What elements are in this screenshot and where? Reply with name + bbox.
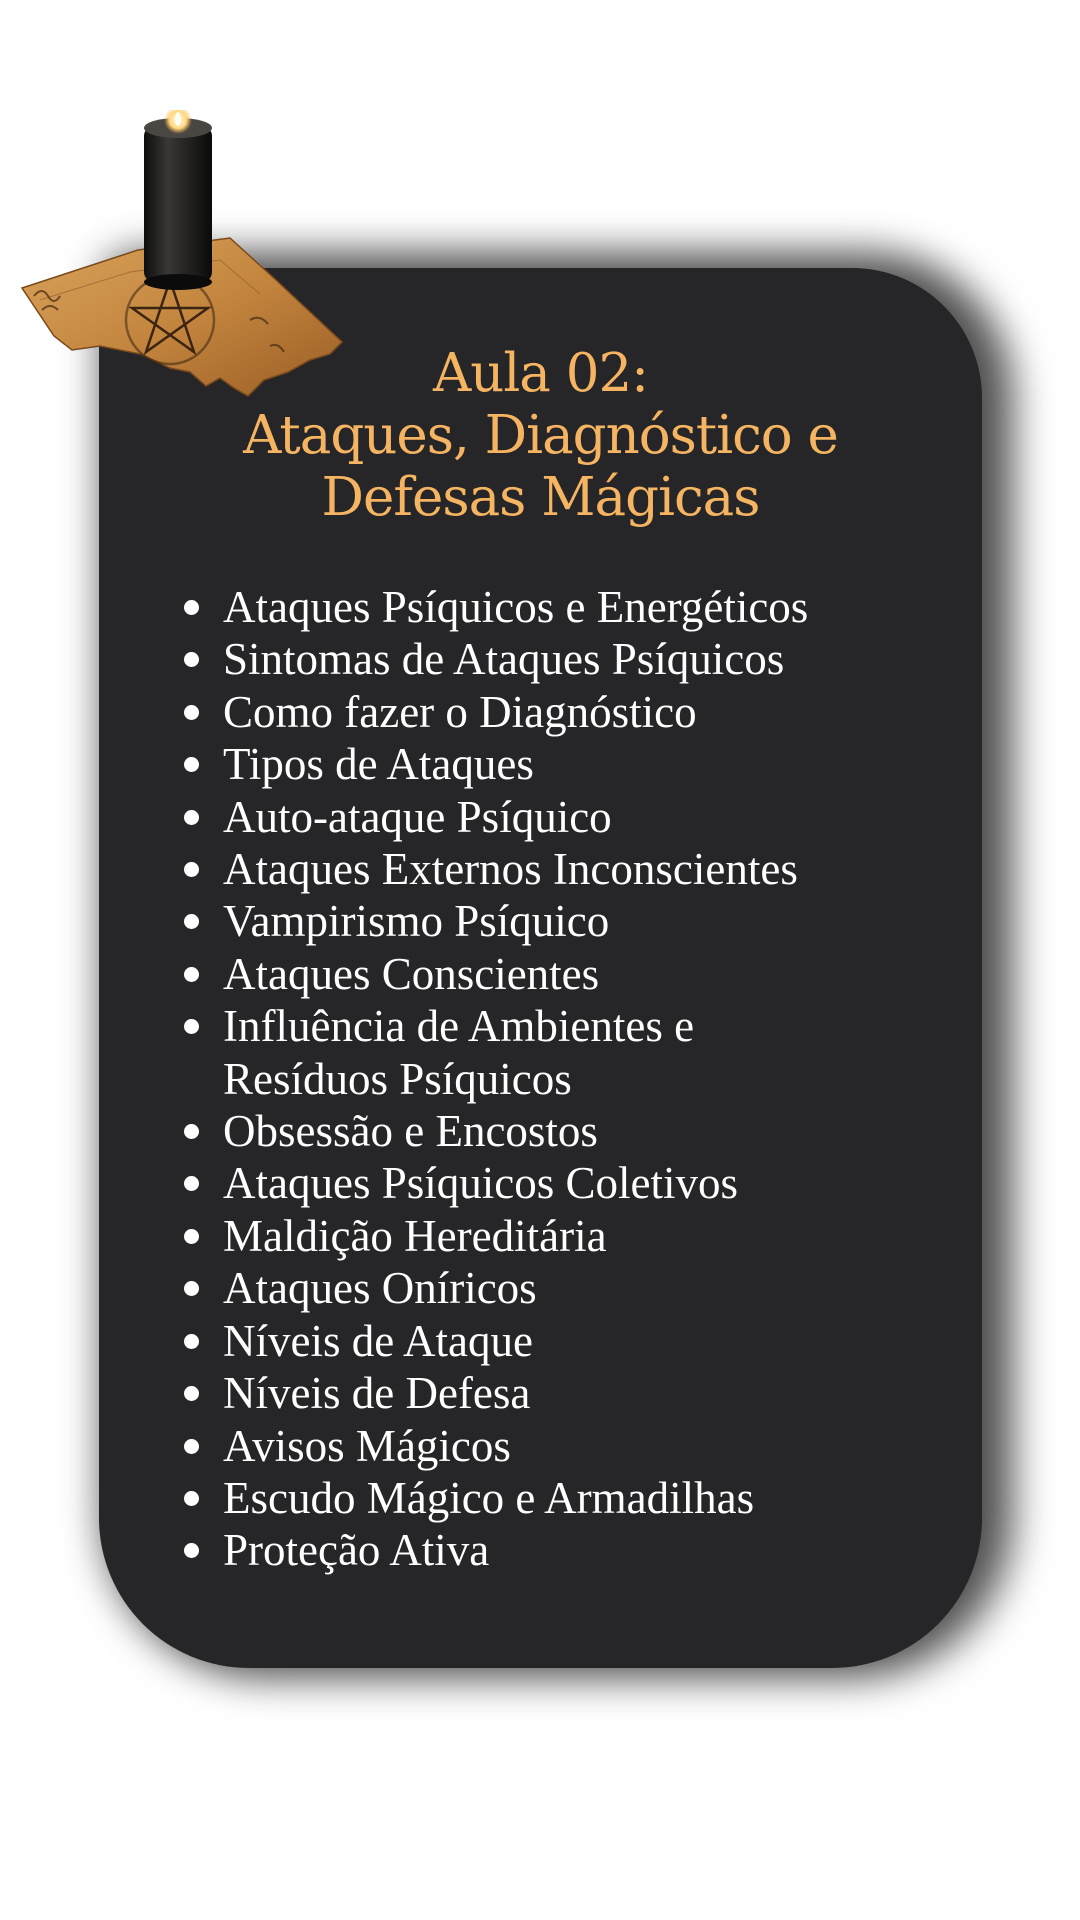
topic-item: Níveis de Defesa	[223, 1367, 963, 1419]
bullet-icon	[184, 1229, 199, 1244]
topic-item: Avisos Mágicos	[223, 1420, 963, 1472]
bullet-icon	[184, 1019, 199, 1034]
topic-item: Proteção Ativa	[223, 1524, 963, 1576]
topic-item: Ataques Externos Inconscientes	[223, 843, 963, 895]
title-line-1: Aula 02:	[432, 343, 649, 404]
bullet-icon	[184, 967, 199, 982]
topic-item: Maldição Hereditária	[223, 1210, 963, 1262]
topic-item: Níveis de Ataque	[223, 1315, 963, 1367]
lesson-card	[99, 268, 982, 1668]
bullet-icon	[184, 1491, 199, 1506]
title-line-2: Ataques, Diagnóstico e	[243, 405, 838, 466]
topic-item: Ataques Psíquicos Coletivos	[223, 1157, 963, 1209]
bullet-icon	[184, 1386, 199, 1401]
topic-item: Escudo Mágico e Armadilhas	[223, 1472, 963, 1524]
topic-item: Ataques Oníricos	[223, 1262, 963, 1314]
topic-item: Influência de Ambientes e Resíduos Psíquicos	[223, 1000, 963, 1105]
bullet-icon	[184, 1543, 199, 1558]
bullet-icon	[184, 1176, 199, 1191]
title-line-3: Defesas Mágicas	[321, 467, 760, 528]
topic-item: Como fazer o Diagnóstico	[223, 686, 963, 738]
topic-item: Ataques Psíquicos e Energéticos	[223, 581, 963, 633]
topic-item: Vampirismo Psíquico	[223, 895, 963, 947]
bullet-icon	[184, 810, 199, 825]
bullet-icon	[184, 757, 199, 772]
bullet-icon	[184, 1124, 199, 1139]
topic-item: Ataques Conscientes	[223, 948, 963, 1000]
bullet-icon	[184, 1439, 199, 1454]
bullet-icon	[184, 652, 199, 667]
topic-item: Auto-ataque Psíquico	[223, 791, 963, 843]
bullet-icon	[184, 914, 199, 929]
bullet-icon	[184, 1281, 199, 1296]
bullet-icon	[184, 705, 199, 720]
bullet-icon	[184, 1334, 199, 1349]
topic-item: Obsessão e Encostos	[223, 1105, 963, 1157]
topic-item: Sintomas de Ataques Psíquicos	[223, 633, 963, 685]
bullet-icon	[184, 862, 199, 877]
topics-list	[223, 581, 963, 1577]
candle-on-pentagram-parchment-icon	[20, 110, 350, 400]
bullet-icon	[184, 600, 199, 615]
topic-item: Tipos de Ataques	[223, 738, 963, 790]
